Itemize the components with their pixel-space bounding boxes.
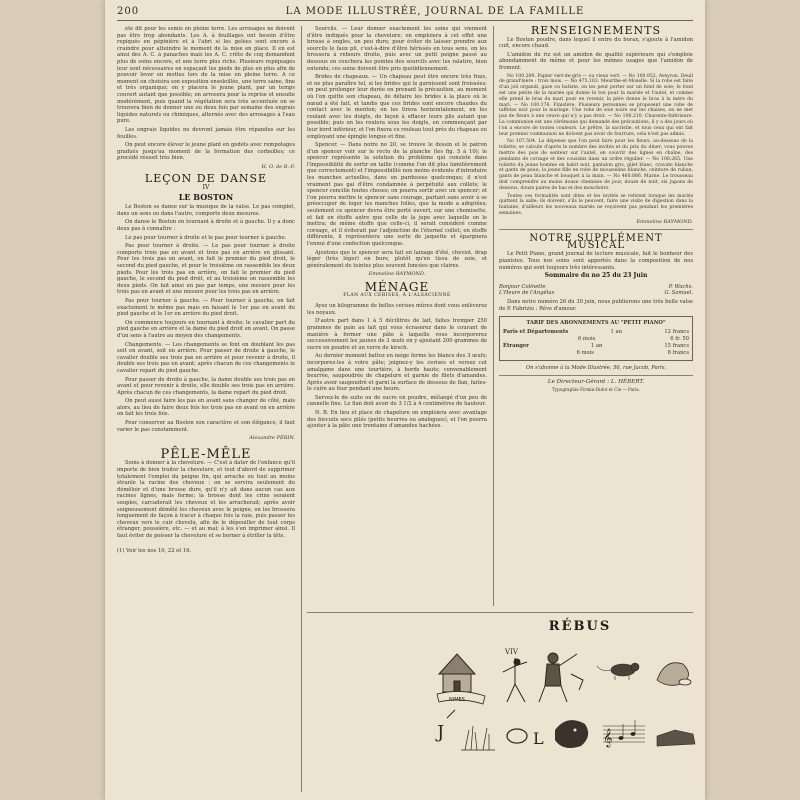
tarif-period: 1 an <box>590 343 603 350</box>
footnote: (1) Voir les nos 10, 22 et 16. <box>117 547 192 554</box>
pele-mele-text: Soins à donner à la chevelure. — C'est à dater de l'enfance qu'il importe de bien traiter la chevelure, et tout d'abord de supprimer totalement l'emploi du peigne fin, qui arrache ou tout au moins étranle la racine des cheveux : on se servira seulement du démêloir et d'une brosse dure, qu'il n'y ait dans aucun cas aux racines lignes, mais ferme; la brosse dont les crins seraient souples, carcaderait les cheveux et les arracherait; après avoir soigneusement démêlé les cheveux avec le peigne, on les brossera longuement de façon à tracer à chaque fois la raie, puis passer les cheveux vers le cuir chevelu, afin de le dépouiller de tout corps étranger, poussière, etc. — et au mal; à les s'en imprimer ainsi. Il faut éviter de poisser la chevelure et se borner à étriller la tête. <box>117 460 295 539</box>
column-rule <box>301 26 302 792</box>
tarif-row <box>503 336 689 343</box>
garden-text: été dit pour les semis en pleine terre. Les arrosages ne doivent pas être trop abondants. Les A. à feuillages ont besoin d'être repiqués en pépinière et à l'abri si les gelées sont encore à craindre pour atteindre le moment de la mise en place. Il en est ainsi des A. C. à panaches mais les A. C. crête de coq demandent plus de soins encore, et une terre plus riche. Plusieurs repiquages leur sont nécessaires en espaçant les pieds de plus en plus afin de pouvoir lever en mottes lors de la mise en pleine terre. A ce moment on choisira son exposition ensoleillée, une terre saine, fine et très organique; on y placera le jeune plant, par un temps couvert autant que possible; on arrosera pour la reprise et ensuite modérément, puis quand la végétation sera très accentuée on se trouvera bien de donner une ou deux fois par semaine des engrais liquides naturels ou chimiques, alternés avec des arrosages à l'eau pure. <box>117 26 295 125</box>
tarif-region: Étranger <box>503 343 529 350</box>
section-title-menage: MÉNAGE <box>364 279 430 294</box>
menage-text: Servez-le de suite ou de sucre en poudre, mélangé d'un peu de cannelle fine. Le flan doit avoir de 3 1/2 à 4 centimètres de hauteur. <box>307 394 487 408</box>
viv-text: VIV <box>505 648 518 656</box>
menage-text: D'autre part dans 1 à 5 décilitres de lait, faites tremper 250 grammes de pain au lait qui vous écraserez dans le courant de manière à former une pâte à laquelle vous incorporerez successivement les jaunes de 3 œufs en y ajoutant 200 grammes de sucre en poudre et un verre de kirsch. <box>307 318 487 351</box>
lecon-text: Le pas pour tourner à droite et le pas pour tourner à gauche. <box>125 234 287 241</box>
renseignements-text: L'amidon du riz est un amidon de qualité supérieure qui s'emploie abondamment de même et pour les mêmes usages que l'amidon de froment. <box>499 51 693 71</box>
section-title-pele-mele: PÊLE-MÊLE <box>160 446 252 462</box>
lecon-text: Pas pour tourner à gauche. — Pour tourner à gauche, on fait exactement le même pas mais en faisant le 1er pas en avant du pied gauche et le 1er en arrière du pied droit. <box>117 297 295 318</box>
printer-line: Typographie Firmin-Didot et Cie — Paris. <box>552 387 640 393</box>
tarif-region: Paris et Départements <box>503 329 569 336</box>
divider <box>499 229 693 230</box>
svg-text:L: L <box>533 729 544 748</box>
letter-j-icon <box>435 710 455 743</box>
renseignements-text: Le Boston poudre, dans lequel il entre du borax, s'ajoute à l'amidon cuit, encore chaud. <box>499 36 693 50</box>
renseignements-text: No 100.209. Papier vert-de-gris — ou vieux vert. — No 100.952. Aveyron. Deuil de grand'mère : trois mois. — No 475.103. Meurthe-et-Moselle. Si la robe est faite d'un joli organdi, gaze ou batiste, on les peut porter sur un fond de soie; le fond est une petite de la mariée qui donne le ton pour la mariée et l'autel, et comme elle prend le bras du mari pour en revenir, la père donne le bras à la mère du mari. — No 100.176. Finistère. Plusieurs personnes se proposent une robe de taffetas noir pour le mariage. Une robe de soie noire sur les chaises, on ne met pas de fleurs à une veuve qui n'y a pas droit. — No 100.210. Charente-Inférieure. La communion est une cérémonie qui demande des précautions, il y a des jours où l'on a encore de toutes couleurs. Le prêtre, la sacristie, et tous ceux qui ont fait leur premier communion ne doivent pas avoir de fourrure, cela n'est pas admis. <box>499 73 693 137</box>
director-line: Le Directeur-Gérant : L. HÉBERT. <box>547 378 645 385</box>
lecon-text: On peut aussi faire les pas en avant sans changer de côté, mais alors, au lieu de faire deux fois les trois pas en avant on en arrière on fait les trois fois. <box>117 398 295 418</box>
page-number: 200 <box>117 6 140 17</box>
lecon-text: On danse le Boston en tournant à droite et à gauche. Il y a donc deux pas à connaître : <box>117 219 295 233</box>
renseignements-text: No 107.504. La dépense que l'on peut faire pour les fleurs, au-dessous de la toilette, se calcule d'après le nombre des invités et du prix du diner; vous pouvez mettre des pois de senteur sur l'autel, en couvrir des lignes en chaîne, des pendants de corsage et des coussins dans un ordre régulier. — No 100.265. Une toilette du jeune homme en habit noir, pantalon gris, gilet blanc, cravate blanche et gants de peau; la jeune fille en robe de mousseline blanche, ceinture de ruban, gants de peau blanche et bouquet à la main. — No 460.886. Marne. Le trousseau doit comprendre au moins douze chemises de jour, douze de nuit, six jupons de dessous, douze paires de bas et des mouchoirs. <box>499 139 693 191</box>
signature: Emmeline RAYMOND. <box>636 218 693 225</box>
signature: Emmeline RAYMOND. <box>368 271 426 278</box>
svg-text:𝄞: 𝄞 <box>603 728 613 747</box>
header-rule <box>117 20 693 21</box>
supplement-text: Le Petit Piano, grand journal de lecture musicale, fait le bonheur des pianistes. Tous nos soins sont apportés dans la composition de nos numéros qui sont toujours très intéressants. <box>499 251 693 271</box>
svg-text:J: J <box>437 722 445 743</box>
menage-subtitle: FLAN AUX CERISES, À L'ALSACIENNE <box>343 292 451 298</box>
lecon-number: IV <box>202 184 210 192</box>
column-left <box>117 26 295 792</box>
menage-text: Au dernier moment battez en neige ferme les blancs des 3 œufs; incorporez-les à votre pâte; joignez-y les cerises et versez cet amalgame dans une tourtière, à bords hauts; convenablement beurrée, saupoudrée de chapelure et garnie de filets d'amandes. Après avoir saupoudré et garni la surface de dessous de flan, faites-le cuire au four pendant une heure. <box>307 353 487 393</box>
pele-mele-text: Spencer. — Dans notre no 20, se trouve le dessin et le patron d'un spencer voir sur le recto de la planche (les fig. 5 à 10); le spencer représente la solution du problème qui consiste dans l'impossibilité de sortir en taille (comme l'on dit plus familièrement que correctement) et l'impossibilité non moins évidente d'introduire les manches actuelles, dans un pardessus quelconque; il n'est vraiment pas gai d'être condamnée à perpétuité aux collets; le spencer concilie toutes choses; on pourra sortir avec un spencer; et l'on pourra mettre le spencer sans courage, partant sans avoir à se préoccuper de loger les manches folles, que la mode a adoptées; seulement ce spencer devra être porté ouvert, sur une chemisette, et fait en étoffe autre que celle de la jupe avec laquelle on le mettra; de même étoffe que celle-ci, il serait considéré comme corsage, et il éviterait par l'adjonction de l'éternel collet; en étoffe différente, il représentera une sorte de jaquette et épargnera l'ennui d'une confection quelconque. <box>307 142 487 247</box>
section-title-lecon: LEÇON DE DANSE <box>144 172 268 186</box>
tarif-price: 6 fr. 50 <box>670 336 689 343</box>
section-title-supplement: NOTRE SUPPLÉMENT MUSICAL <box>529 233 663 251</box>
music-notes-icon <box>603 720 645 748</box>
page-header <box>117 6 693 20</box>
renseignements-text: Toutes ces formalités sont dites et les invités se retirent lorsque les mariés quittent la salle; ils doivent, s'ils le peuvent, faire une visite de digestion dans la huitaine, d'ailleurs les nouveaux mariés ne reçoivent pas pendant les premières semaines. <box>499 193 693 216</box>
signature: Alexandre PÉRIN. <box>249 435 295 442</box>
column-middle <box>307 26 487 606</box>
pele-mele-text: Sourcils. — Leur donner exactement les soins qui viennent d'être indiqués pour la chevelure; on emploiera à cet effet une brosse à ongles, un peu dure; pour éviter de laisser prendre aux sourcils le faux pli, c'est-à-dire d'être hérissés en tous sens, on les brossera à rebours droite, puis avec un petit peigne passé au dessous on couchera les pointes des sourcils avec les ralatire, bien entendu; ces soins doivent être pris quotidiennement. <box>307 26 487 72</box>
tarif-row <box>503 343 689 350</box>
sommaire-item <box>499 290 693 297</box>
column-rule <box>493 26 494 606</box>
journal-title: LA MODE ILLUSTRÉE, JOURNAL DE LA FAMILLE <box>285 6 585 17</box>
boar-head-icon <box>555 720 588 748</box>
pele-mele-text: Brides de chapeaux. — Un chapeau peut être encore très frais, et ne plus paraître tel, si les brides qui le garnissent sont froissées; on peut prolonger leur durée en prenant la précaution, au moment où l'on quitte son chapeau, de défaire les brides à la place où le nœud a été fait, et tandis que ces brides sont encore chaudes du contact avec le menton; on les tirera horizontalement, en les roulant avec les doigts, de façon à effacer leurs plis autant que possible; puis on les roulera sous les doigts, en commençant par leur bord inférieur, et l'on fixera ce rouleau tout près du chapeau ou employant une épingle longue et fine. <box>307 74 487 140</box>
lecon-text: Changements. — Les changements se font en doublant les pas soit en avant, soit en arrière. Pour passer de droite à gauche, le cavalier double ses trois pas en arrière et pour revenir à droite, il double ses trois pas en avant; après chacun de ces changements le cavalier repart du pied gauche. <box>117 341 295 374</box>
tarif-row <box>503 329 689 336</box>
ring-icon <box>507 729 527 743</box>
nimes-sign-icon <box>437 691 485 704</box>
tarif-price: 12 francs <box>664 329 689 336</box>
divider <box>499 375 693 376</box>
tarif-price: 15 francs <box>664 343 689 350</box>
lecon-text: On commence toujours en tournant à droite; le cavalier part du pied gauche en arrière et la dame du pied droit en avant. On passe d'un sens à l'autre au moyen des changements. <box>117 319 295 339</box>
viv-figure-icon <box>503 648 527 702</box>
tarif-row <box>503 350 689 357</box>
rebus-title: RÉBUS <box>548 619 612 634</box>
sommaire-heading: Sommaire du no 25 du 23 Juin <box>544 272 648 280</box>
letter-l-icon <box>533 729 544 748</box>
lecon-text: Pas pour tourner à droite. — Le pas pour tourner à droite comporte trois pas en avant et trois pas en arrière en glissant. Pour les trois pas en avant, on fait le premier du pied droit, le second du pied gauche, et pour le troisième on rassemble les deux pieds. Pour les trois pas en arrière, on fait le premier du pied gauche, le second du pied droit, et au troisième on rassemble les deux pieds. On fait ainsi un pas par temps, une mesure pour les trois pas en avant et une mesure pour les trois pas en arrière. <box>117 243 295 296</box>
piece-title: L'Heure de l'Angélus <box>499 290 555 297</box>
menage-text: N. B. En lieu et place de chapelure on emploiera avec avantage des biscuits secs pilés (petits beurres ou analogues), et l'on pourra ajouter à la pâte une trentaine d'amandes hachées. <box>307 410 487 430</box>
composer: P. Wachs. <box>668 283 693 290</box>
section-title-renseignements: RENSEIGNEMENTS <box>530 26 662 37</box>
composer: G. Samuel. <box>664 290 693 297</box>
supplement-text: Dans notre numéro 26 du 30 juin, nous publierons une très belle valse de P. Fabrizio : Rêve d'amour. <box>499 299 693 312</box>
pele-mele-text: Ajoutons que le spencer sera fait en lainage d'été, cheviot, drap léger (très léger) en bure, plutôt qu'en tissu de soie, et généralement de teintes plus souvent foncées que claires. <box>307 249 487 269</box>
grass-icon <box>461 726 495 750</box>
subscription-note: On s'abonne à la Mode Illustrée, 56, rue Jacob, Paris. <box>525 365 667 372</box>
tarif-box <box>499 316 693 361</box>
signature: H. O. de B.-F. <box>261 163 295 170</box>
tarif-period: 6 mois <box>577 336 596 343</box>
tarif-price: 8 francs <box>667 350 689 357</box>
tarif-title: TARIF DES ABONNEMENTS AU "PETIT PIANO" <box>526 320 666 327</box>
lecon-text: Le Boston se danse sur la musique de la valse. Le pas complet, dans un sens ou dans l'autre, comporte deux mesures. <box>117 204 295 217</box>
column-right <box>499 26 693 606</box>
lecon-subtitle: LE BOSTON <box>178 191 234 202</box>
piece-title: Bonjour Colinette <box>499 283 546 290</box>
man-figure-icon <box>539 653 583 702</box>
house-icon <box>439 654 475 692</box>
lecon-text: Pour passer de droite à gauche, la dame double ses trois pas en avant et pour revenir à droite, elle double ses trois pas en arrière. Après chacun de ces changements, la dame repart du pied droit. <box>117 376 295 396</box>
lecon-text: Pour conserver au Boston son caractère et son élégance, il faut varier le pas constamment. <box>117 420 295 433</box>
tarif-period: 6 mois <box>576 350 594 357</box>
rebus-rule <box>307 612 693 613</box>
sign-text: NIMES <box>449 697 465 703</box>
shoe-icon <box>657 730 695 746</box>
garden-text: Les engrais liquides ne devront jamais être répandus sur les feuilles. <box>117 126 295 140</box>
newspaper-page <box>105 0 705 800</box>
rat-icon <box>597 663 639 680</box>
menage-text: Ayez un kilogramme de belles cerises mûres dont vous enlèverez les noyaux. <box>307 303 487 316</box>
rebus-illustration <box>435 640 703 770</box>
sack-icon <box>657 663 691 686</box>
garden-text: On peut encore élever le jeune plant en godets avec rempotages gradués jusqu'au moment de la formation des corbeilles; ce procédé réussit très bien. <box>117 142 295 162</box>
tarif-period: 1 an <box>610 329 622 336</box>
